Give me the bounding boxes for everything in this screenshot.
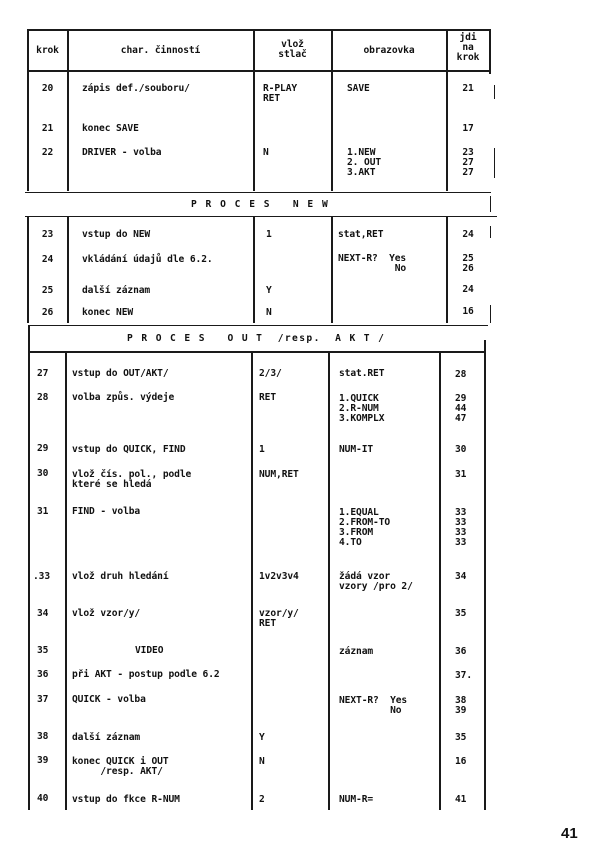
row-39-char: konec QUICK i OUT /resp. AKT/ <box>72 756 169 777</box>
row-29-jdi: 30 <box>455 444 467 455</box>
col-divider-4 <box>439 352 441 810</box>
section-out-top-border <box>28 325 488 326</box>
row-28-char: volba způs. výdeje <box>72 392 175 403</box>
row-24-krok: 24 <box>41 254 54 265</box>
row-24-jdi: 25 26 <box>462 253 474 274</box>
row-33-krok: .33 <box>33 571 51 582</box>
row-26-vloz: N <box>266 307 272 318</box>
row-22-jdi: 23 27 27 <box>462 147 474 178</box>
row-25-char: další záznam <box>82 285 151 296</box>
row-27-jdi: 28 <box>455 369 467 380</box>
row-40-jdi: 41 <box>455 794 467 805</box>
right-edge-mark <box>490 226 491 238</box>
page-number: 41 <box>561 825 578 842</box>
row-38-jdi: 35 <box>455 732 467 743</box>
row-37-char: QUICK - volba <box>72 694 146 705</box>
row-30-jdi: 31 <box>455 469 467 480</box>
row-30-vloz: NUM,RET <box>259 469 299 480</box>
row-27-obr: stat.RET <box>339 368 385 379</box>
section-out-bottom-border <box>28 351 486 353</box>
row-26-char: konec NEW <box>82 307 134 318</box>
row-34-jdi: 35 <box>455 608 467 619</box>
row-36-jdi: 37. <box>455 670 473 681</box>
col-divider-1 <box>67 216 69 323</box>
row-21-krok: 21 <box>41 123 54 134</box>
row-29-krok: 29 <box>37 443 49 454</box>
row-27-krok: 27 <box>37 368 49 379</box>
right-edge-mark <box>494 148 495 178</box>
row-33-vloz: 1v2v3v4 <box>259 571 299 582</box>
row-28-krok: 28 <box>37 392 49 403</box>
table-right-border <box>489 29 491 74</box>
section-new-top-border <box>25 192 491 193</box>
col-divider-2 <box>251 352 253 810</box>
row-38-vloz: Y <box>259 732 265 743</box>
row-28-jdi: 29 44 47 <box>455 393 467 424</box>
row-31-char: FIND - volba <box>72 506 141 517</box>
table-top-border <box>27 29 490 31</box>
row-29-obr: NUM-IT <box>339 444 374 455</box>
row-26-krok: 26 <box>41 307 54 318</box>
right-edge-mark <box>490 196 491 212</box>
row-31-jdi: 33 33 33 33 <box>455 507 467 548</box>
header-jdi: jdi na krok <box>456 32 480 63</box>
row-20-vloz: R-PLAY RET <box>263 83 298 104</box>
row-35-obr: záznam <box>339 646 374 657</box>
row-20-krok: 20 <box>41 83 54 94</box>
row-27-char: vstup do OUT/AKT/ <box>72 368 169 379</box>
row-21-jdi: 17 <box>462 123 474 134</box>
row-38-krok: 38 <box>37 731 49 742</box>
row-35-krok: 35 <box>37 645 49 656</box>
right-edge-mark <box>490 305 491 323</box>
row-23-obr: stat,RET <box>338 229 384 240</box>
table-left-border <box>28 325 30 810</box>
row-40-vloz: 2 <box>259 794 265 805</box>
col-divider-3 <box>331 216 333 323</box>
section-out-title: P R O C E S O U T /resp. A K T / <box>127 333 386 344</box>
row-40-obr: NUM-R= <box>339 794 374 805</box>
row-29-char: vstup do QUICK, FIND <box>72 444 186 455</box>
row-30-krok: 30 <box>37 468 49 479</box>
row-24-obr: NEXT-R? Yes No <box>338 253 407 274</box>
row-22-krok: 22 <box>41 147 54 158</box>
col-divider-2 <box>253 216 255 323</box>
col-divider-1 <box>65 352 67 810</box>
row-37-krok: 37 <box>37 694 49 705</box>
row-28-vloz: RET <box>259 392 277 403</box>
row-25-vloz: Y <box>266 285 272 296</box>
table-right-border <box>484 340 486 810</box>
right-edge-mark <box>494 85 495 99</box>
row-22-vloz: N <box>263 147 269 158</box>
row-23-vloz: 1 <box>266 229 272 240</box>
row-40-char: vstup do fkce R-NUM <box>72 794 180 805</box>
row-25-krok: 25 <box>41 285 54 296</box>
row-31-obr: 1.EQUAL 2.FROM-TO 3.FROM 4.TO <box>339 507 391 548</box>
row-38-char: další záznam <box>72 732 141 743</box>
row-23-krok: 23 <box>41 229 54 240</box>
row-37-jdi: 38 39 <box>455 695 467 716</box>
row-20-obr: SAVE <box>347 83 370 94</box>
row-33-obr: žádá vzor vzory /pro 2/ <box>339 571 413 592</box>
row-33-jdi: 34 <box>455 571 467 582</box>
row-30-char: vlož čís. pol., podle které se hledá <box>72 469 192 490</box>
row-24-char: vkládání údajů dle 6.2. <box>82 254 213 265</box>
row-27-vloz: 2/3/ <box>259 368 282 379</box>
section-new-title: P R O C E S N E W <box>191 199 330 210</box>
row-40-krok: 40 <box>37 793 49 804</box>
header-bottom-border <box>27 70 490 72</box>
row-31-krok: 31 <box>37 506 49 517</box>
row-23-jdi: 24 <box>462 229 474 240</box>
row-21-char: konec SAVE <box>82 123 139 134</box>
row-22-obr: 1.NEW 2. OUT 3.AKT <box>347 147 382 178</box>
row-36-char: při AKT - postup podle 6.2 <box>72 669 220 680</box>
row-36-krok: 36 <box>37 669 49 680</box>
row-28-obr: 1.QUICK 2.R-NUM 3.KOMPLX <box>339 393 385 424</box>
row-37-obr: NEXT-R? Yes No <box>339 695 408 716</box>
row-34-krok: 34 <box>37 608 49 619</box>
row-22-char: DRIVER - volba <box>82 147 162 158</box>
row-39-krok: 39 <box>37 755 49 766</box>
row-26-jdi: 16 <box>462 306 474 317</box>
section-new-bottom-border <box>25 216 497 217</box>
row-34-vloz: vzor/y/ RET <box>259 608 299 629</box>
row-23-char: vstup do NEW <box>82 229 151 240</box>
header-krok: krok <box>36 45 59 56</box>
header-obrazovka: obrazovka <box>363 45 415 56</box>
row-20-char: zápis def./souboru/ <box>82 83 190 94</box>
row-35-char: VIDEO <box>135 645 164 656</box>
header-vloz: vlož stlač <box>278 39 307 60</box>
row-29-vloz: 1 <box>259 444 265 455</box>
row-20-jdi: 21 <box>462 83 474 94</box>
row-39-jdi: 16 <box>455 756 467 767</box>
row-34-char: vlož vzor/y/ <box>72 608 141 619</box>
row-33-char: vlož druh hledání <box>72 571 169 582</box>
row-35-jdi: 36 <box>455 646 467 657</box>
row-39-vloz: N <box>259 756 265 767</box>
row-25-jdi: 24 <box>462 284 474 295</box>
header-char: char. činností <box>120 45 201 56</box>
col-divider-3 <box>328 352 330 810</box>
